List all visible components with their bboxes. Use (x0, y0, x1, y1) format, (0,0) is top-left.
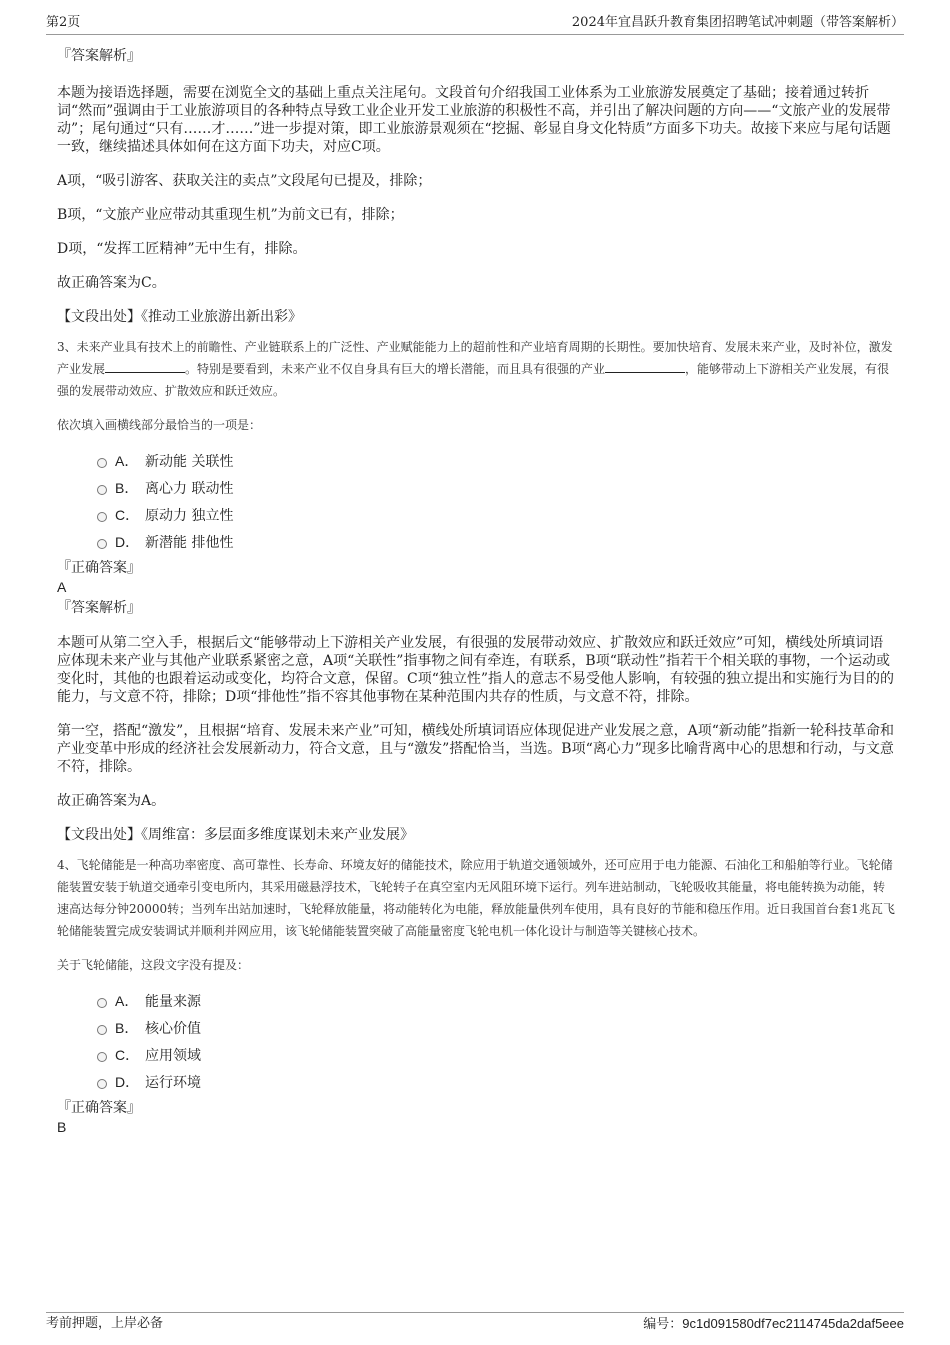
document-code: 编号：9c1d091580df7ec2114745da2daf5eee (643, 1316, 904, 1332)
analysis-paragraph: 本题为接语选择题，需要在浏览全文的基础上重点关注尾句。文段首句介绍我国工业体系为工业旅游发展奠定了基础；接着通过转折词“然而”强调由于工业旅游项目的各种特点导致工业企业开发工业旅游的积极性不高，并引出了解决问题的方向——“文旅产业的发展带动”；尾句通过“只有……才……”进一步提对策，即工业旅游景观须在“挖掘、彰显自身文化特质”方面多下功夫。故接下来应与尾句话题一致，继续描述具体如何在这方面下功夫，对应C项。 (57, 85, 891, 155)
question-4-prompt: 关于飞轮储能，这段文字没有提及： (57, 958, 250, 972)
option-b[interactable]: B． 核心价值 (97, 1015, 895, 1042)
page-footer (46, 1312, 904, 1333)
analysis-label: 『答案解析』 (57, 600, 141, 616)
radio-icon[interactable] (97, 539, 107, 549)
question-4-text: 4、飞轮储能是一种高功率密度、高可靠性、长寿命、环境友好的储能技术，除应用于轨道交通领域外，还可应用于电力能源、石油化工和船舶等行业。飞轮储能装置安装于轨道交通牵引变电所内，其采用磁悬浮技术，飞轮转子在真空室内无风阻环境下运行。列车进站制动，飞轮吸收其能量，将电能转换为动能，转速高达每分钟20000转；当列车出站加速时，飞轮释放能量，将动能转化为电能，释放能量供列车使用，具有良好的节能和稳压作用。近日我国首台套1兆瓦飞轮储能装置完成安装调试并顺利并网应用，该飞轮储能装置突破了高能量密度飞轮电机一体化设计与制造等关键核心技术。 (57, 858, 895, 938)
option-c[interactable]: C． 原动力 独立性 (97, 502, 895, 529)
analysis-paragraph: A项，“吸引游客、获取关注的卖点”文段尾句已提及，排除； (57, 173, 432, 189)
option-d[interactable]: D． 新潜能 排他性 (97, 529, 895, 556)
option-b[interactable]: B． 离心力 联动性 (97, 475, 895, 502)
analysis-conclusion: 故正确答案为A。 (57, 793, 166, 809)
radio-icon[interactable] (97, 998, 107, 1008)
question-4-options (57, 988, 895, 1096)
option-c[interactable]: C． 应用领域 (97, 1042, 895, 1069)
analysis-paragraph: 本题可从第二空入手，根据后文“能够带动上下游相关产业发展，有很强的发展带动效应、扩散效应和跃迁效应”可知，横线处所填词语应体现未来产业与其他产业联系紧密之意，A项“关联性”指事物之间有牵连，有联系，B项“联动性”指若干个相关联的事物，一个运动或变化时，其他的也跟着运动或变化，均符合文意，保留。C项“独立性”指人的意志不易受他人影响，有较强的独立提出和实施行为目的的能力，与文意不符，排除；D项“排他性”指不容其他事物在某种范围内共存的性质，与文意不符，排除。 (57, 635, 895, 705)
document-title: 2024年宜昌跃升教育集团招聘笔试冲刺题（带答案解析） (571, 15, 904, 30)
analysis-paragraph: B项，“文旅产业应带动其重现生机”为前文已有，排除； (57, 207, 404, 223)
radio-icon[interactable] (97, 512, 107, 522)
page-number: 第2页 (46, 15, 81, 30)
analysis-conclusion: 故正确答案为C。 (57, 275, 166, 291)
source-citation: 【文段出处】《周维富：多层面多维度谋划未来产业发展》 (57, 827, 414, 843)
option-a[interactable]: A． 能量来源 (97, 988, 895, 1015)
option-d[interactable]: D． 运行环境 (97, 1069, 895, 1096)
blank-line (605, 360, 685, 373)
analysis-paragraph: 第一空，搭配“激发”，且根据“培育、发展未来产业”可知，横线处所填词语应体现促进产业发展之意，A项“新动能”指新一轮科技革命和产业变革中形成的经济社会发展新动力，符合文意，且与“激发”搭配恰当，当选。B项“离心力”现多比喻背离中心的思想和行动，与文意不符，排除。 (57, 723, 895, 775)
correct-answer: A (57, 579, 67, 595)
blank-line (105, 360, 185, 373)
radio-icon[interactable] (97, 1025, 107, 1035)
document-body (57, 44, 895, 1136)
radio-icon[interactable] (97, 458, 107, 468)
question-3-text: 3、未来产业具有技术上的前瞻性、产业链联系上的广泛性、产业赋能能力上的超前性和产业培育周期的长期性。要加快培育、发展未来产业，及时补位，激发产业发展 。特别是要看到，未来产业不仅自身具有巨大的增长潜能，而且具有很强的产业 ，能够带动上下游相关产业发展，有很强的发展带动效应、扩散效应和跃迁效应。 (57, 340, 893, 398)
option-a[interactable]: A． 新动能 关联性 (97, 448, 895, 475)
analysis-label: 『答案解析』 (57, 48, 141, 64)
answer-label: 『正确答案』 (57, 560, 141, 576)
page-header (46, 14, 904, 35)
correct-answer: B (57, 1119, 67, 1135)
answer-label: 『正确答案』 (57, 1100, 141, 1116)
radio-icon[interactable] (97, 1052, 107, 1062)
question-3-prompt: 依次填入画横线部分最恰当的一项是： (57, 418, 262, 432)
footer-slogan: 考前押题，上岸必备 (46, 1316, 164, 1331)
source-citation: 【文段出处】《推动工业旅游出新出彩》 (57, 309, 302, 325)
radio-icon[interactable] (97, 485, 107, 495)
radio-icon[interactable] (97, 1079, 107, 1089)
question-3-options (57, 448, 895, 556)
analysis-paragraph: D项，“发挥工匠精神”无中生有，排除。 (57, 241, 307, 257)
